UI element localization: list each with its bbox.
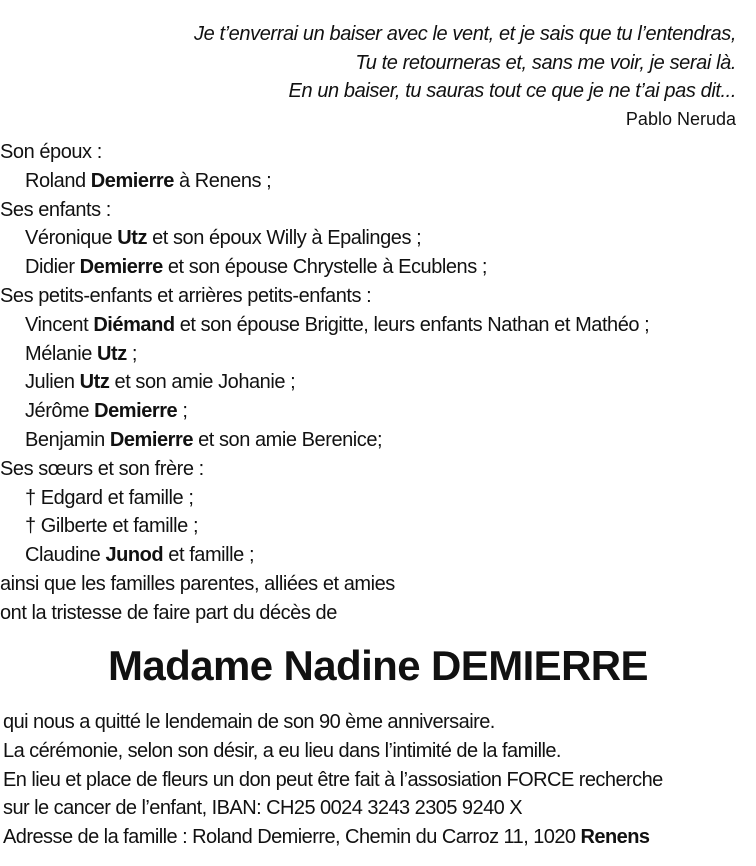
member-detail: à Renens ;: [173, 169, 272, 192]
member-first-name: Mélanie: [25, 342, 97, 365]
member-last-name: Utz: [97, 342, 127, 365]
member-first-name: Jérôme: [25, 400, 95, 423]
address-city: Renens: [580, 826, 650, 849]
member-detail: et famille ;: [163, 544, 255, 567]
poem-epigraph: [194, 20, 736, 132]
family-member-grandchild: [0, 368, 756, 397]
closing-line: La cérémonie, selon son désir, a eu lieu dans l’intimité de la famille.: [3, 739, 561, 762]
member-first-name: Benjamin: [25, 428, 110, 451]
member-last-name: Demierre: [79, 256, 163, 279]
member-first-name: Julien: [25, 371, 80, 394]
member-last-name: Demierre: [94, 400, 178, 423]
family-address: [3, 823, 756, 852]
member-last-name: Demierre: [109, 428, 194, 451]
announcement-line: ont la tristesse de faire part du décès de: [0, 601, 337, 624]
address-text: Adresse de la famille : Roland Demierre, Chemin du Carroz 11, 1020: [3, 826, 581, 849]
family-member-sibling: † Gilberte et famille ;: [25, 515, 199, 538]
family-member-child: [0, 253, 756, 282]
poem-line: Tu te retourneras et, sans me voir, je serai là.: [355, 51, 736, 74]
member-detail: et son amie Johanie ;: [109, 371, 296, 394]
closing-line: qui nous a quitté le lendemain de son 90 ème anniversaire.: [3, 711, 495, 733]
siblings-heading: Ses sœurs et son frère :: [0, 457, 204, 480]
deceased-name: Madame Nadine DEMIERRE: [108, 642, 648, 689]
children-heading: Ses enfants :: [0, 198, 111, 221]
member-first-name: Roland: [25, 169, 91, 192]
closing-text: [3, 708, 756, 852]
member-detail: et son époux Willy à Epalinges ;: [147, 227, 422, 250]
closing-line: sur le cancer de l’enfant, IBAN: CH25 0024 3243 2305 9240 X: [3, 797, 523, 820]
member-last-name: Demierre: [90, 169, 174, 192]
family-member-grandchild: [0, 397, 756, 426]
family-member-grandchild: [0, 311, 756, 340]
member-detail: et son amie Berenice;: [193, 428, 383, 451]
member-last-name: Diémand: [93, 313, 175, 336]
member-last-name: Utz: [79, 371, 110, 394]
member-detail: ;: [177, 400, 188, 423]
member-first-name: Claudine: [25, 544, 106, 567]
family-member-sibling: † Edgard et famille ;: [25, 486, 194, 509]
family-list: [0, 138, 756, 628]
poem-author: Pablo Neruda: [625, 108, 736, 129]
family-member-grandchild: [0, 340, 756, 369]
member-last-name: Junod: [105, 544, 164, 567]
member-last-name: Utz: [117, 227, 148, 250]
member-detail: et son épouse Chrystelle à Ecublens ;: [162, 256, 487, 279]
member-first-name: Vincent: [25, 313, 94, 336]
closing-line: En lieu et place de fleurs un don peut être fait à l’assosiation FORCE recherche: [3, 768, 663, 791]
family-member-grandchild: [0, 426, 756, 455]
member-first-name: Véronique: [25, 227, 118, 250]
member-first-name: Didier: [25, 256, 80, 279]
poem-line: Je t’enverrai un baiser avec le vent, et je sais que tu l’entendras,: [193, 23, 736, 45]
grandchildren-heading: Ses petits-enfants et arrières petits-enfants :: [0, 284, 372, 307]
member-detail: ;: [126, 342, 137, 365]
relatives-line: ainsi que les familles parentes, alliées et amies: [0, 572, 395, 595]
family-member-child: [0, 224, 756, 253]
member-detail: et son épouse Brigitte, leurs enfants Nathan et Mathéo ;: [174, 313, 650, 336]
family-member-spouse: [0, 167, 756, 196]
poem-line: En un baiser, tu sauras tout ce que je ne t’ai pas dit...: [288, 80, 736, 102]
spouse-heading: Son époux :: [0, 141, 102, 163]
family-member-sibling: [0, 541, 756, 570]
